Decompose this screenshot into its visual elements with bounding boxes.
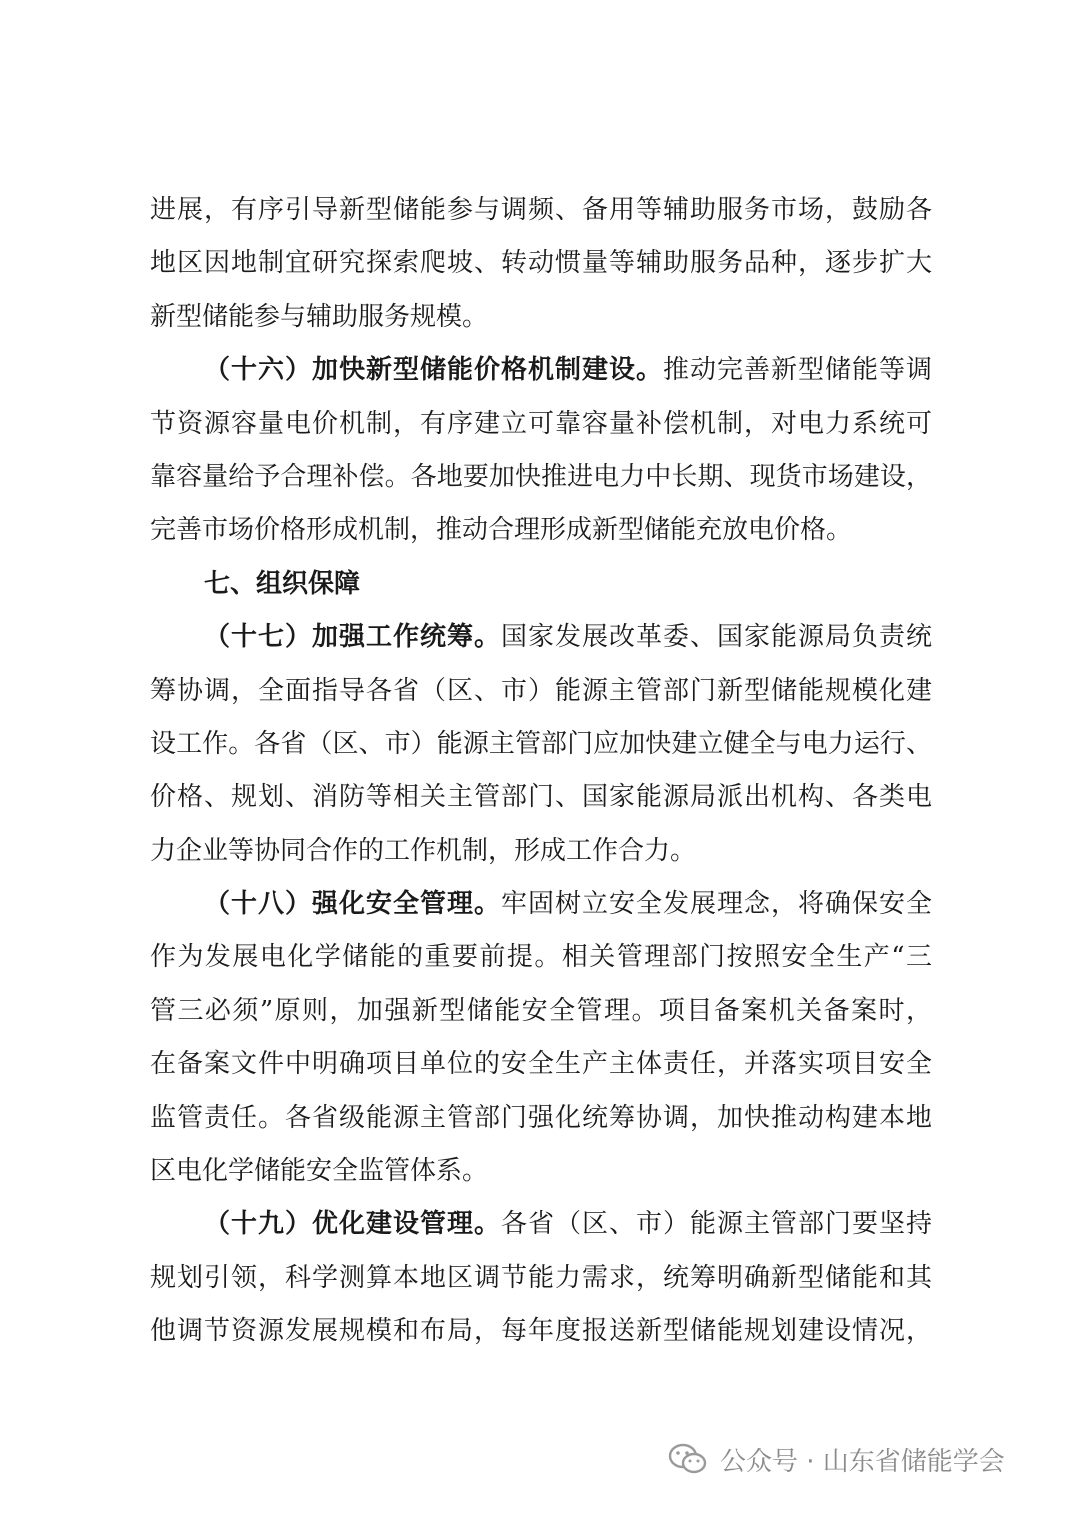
body-line: 节资源容量电价机制，有序建立可靠容量补偿机制，对电力系统可 — [150, 408, 932, 439]
document-body — [150, 184, 932, 1359]
body-line: 完善市场价格形成机制，推动合理形成新型储能充放电价格。 — [150, 515, 853, 546]
section-16-title: （十六）加快新型储能价格机制建设。 — [204, 355, 663, 386]
body-line: 规划引领，科学测算本地区调节能力需求，统筹明确新型储能和其 — [150, 1262, 932, 1293]
body-line: 作为发展电化学储能的重要前提。相关管理部门按照安全生产“三 — [150, 942, 932, 973]
watermark-text: 公众号 · 山东省储能学会 — [720, 1446, 1005, 1477]
section-19-title: （十九）优化建设管理。 — [204, 1209, 501, 1240]
body-text: 推动完善新型储能等调 — [662, 355, 932, 386]
section-heading-organization: 七、组织保障 — [204, 568, 361, 599]
body-line: 管三必须”原则，加强新型储能安全管理。项目备案机关备案时， — [150, 995, 932, 1026]
body-line: 他调节资源发展规模和布局，每年度报送新型储能规划建设情况， — [150, 1316, 932, 1347]
body-line: 进展，有序引导新型储能参与调频、备用等辅助服务市场，鼓励各 — [150, 195, 932, 225]
body-line: 力企业等协同合作的工作机制，形成工作合力。 — [150, 835, 697, 866]
section-18-first-line — [150, 878, 932, 931]
body-text: 各省（区、市）能源主管部门要坚持 — [501, 1209, 932, 1240]
section-17-first-line — [150, 611, 932, 664]
body-line: 筹协调，全面指导各省（区、市）能源主管部门新型储能规模化建 — [150, 675, 932, 706]
watermark — [668, 1433, 1005, 1485]
section-17-title: （十七）加强工作统筹。 — [204, 622, 501, 653]
section-16-first-line — [150, 344, 932, 397]
section-18-title: （十八）强化安全管理。 — [204, 889, 501, 920]
body-line: 新型储能参与辅助服务规模。 — [150, 301, 489, 332]
body-text: 国家发展改革委、国家能源局负责统 — [501, 622, 932, 653]
body-line: 设工作。各省（区、市）能源主管部门应加快建立健全与电力运行、 — [150, 728, 932, 759]
body-text: 牢固树立安全发展理念，将确保安全 — [501, 889, 932, 920]
body-line: 区电化学储能安全监管体系。 — [150, 1156, 489, 1187]
body-line: 在备案文件中明确项目单位的安全生产主体责任，并落实项目安全 — [150, 1049, 932, 1080]
section-19-first-line — [150, 1198, 932, 1251]
body-line: 价格、规划、消防等相关主管部门、国家能源局派出机构、各类电 — [150, 782, 932, 813]
body-line: 靠容量给予合理补偿。各地要加快推进电力中长期、现货市场建设， — [150, 461, 932, 492]
body-line: 地区因地制宜研究探索爬坡、转动惯量等辅助服务品种，逐步扩大 — [150, 248, 932, 279]
body-line: 监管责任。各省级能源主管部门强化统筹协调，加快推动构建本地 — [150, 1102, 932, 1133]
wechat-icon — [668, 1442, 708, 1476]
